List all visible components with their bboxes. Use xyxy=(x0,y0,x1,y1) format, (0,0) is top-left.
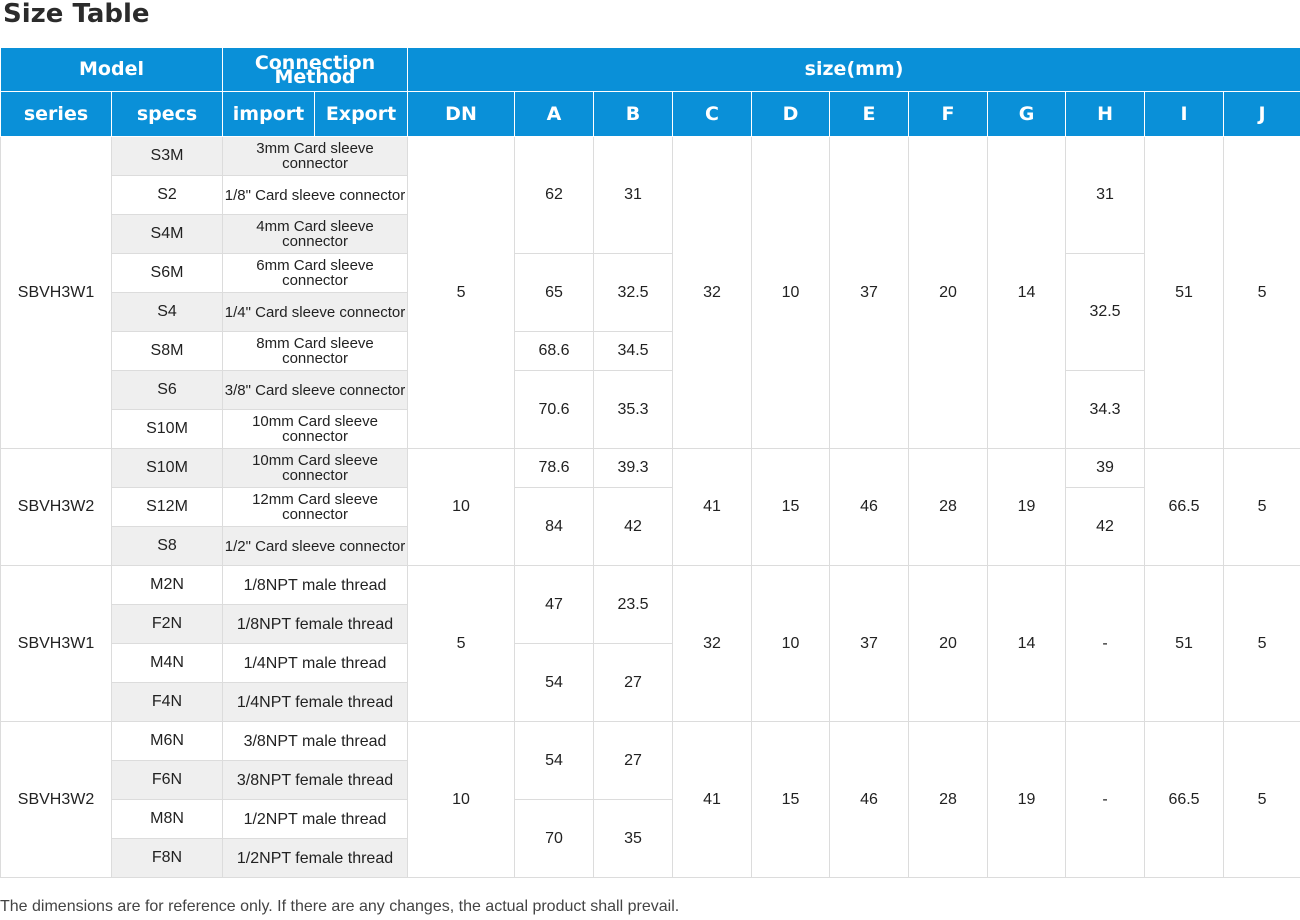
header-series: series xyxy=(1,92,112,137)
a-cell: 70 xyxy=(515,800,594,878)
f-cell: 20 xyxy=(909,566,988,722)
header-import: import xyxy=(223,92,315,137)
connection-cell: 1/4NPT female thread xyxy=(223,683,408,722)
connection-cell: 4mm Card sleeve connector xyxy=(223,215,408,254)
e-cell: 46 xyxy=(830,722,909,878)
a-cell: 68.6 xyxy=(515,332,594,371)
header-h: H xyxy=(1066,92,1145,137)
header-a: A xyxy=(515,92,594,137)
e-cell: 37 xyxy=(830,137,909,449)
g-cell: 19 xyxy=(988,722,1066,878)
connection-cell: 1/8NPT female thread xyxy=(223,605,408,644)
header-export: Export xyxy=(315,92,408,137)
a-cell: 54 xyxy=(515,722,594,800)
connection-cell: 3/8NPT male thread xyxy=(223,722,408,761)
a-cell: 62 xyxy=(515,137,594,254)
f-cell: 28 xyxy=(909,449,988,566)
header-j: J xyxy=(1224,92,1300,137)
header-i: I xyxy=(1145,92,1224,137)
g-cell: 14 xyxy=(988,137,1066,449)
e-cell: 46 xyxy=(830,449,909,566)
spec-cell: S8 xyxy=(112,527,223,566)
connection-cell: 1/4NPT male thread xyxy=(223,644,408,683)
connection-cell: 10mm Card sleeve connector xyxy=(223,410,408,449)
c-cell: 32 xyxy=(673,137,752,449)
b-cell: 39.3 xyxy=(594,449,673,488)
header-model: Model xyxy=(1,48,223,92)
connection-cell: 10mm Card sleeve connector xyxy=(223,449,408,488)
header-connection-method: Connection Method xyxy=(223,48,408,92)
spec-cell: S3M xyxy=(112,137,223,176)
j-cell: 5 xyxy=(1224,449,1300,566)
table-row xyxy=(1,722,1300,761)
b-cell: 27 xyxy=(594,644,673,722)
b-cell: 31 xyxy=(594,137,673,254)
table-row xyxy=(1,488,1300,527)
spec-cell: F8N xyxy=(112,839,223,878)
header-f: F xyxy=(909,92,988,137)
page-title: Size Table xyxy=(3,0,150,29)
connection-cell: 1/4" Card sleeve connector xyxy=(223,293,408,332)
spec-cell: S8M xyxy=(112,332,223,371)
d-cell: 15 xyxy=(752,722,830,878)
table-row xyxy=(1,137,1300,176)
h-cell: 32.5 xyxy=(1066,254,1145,371)
spec-cell: F4N xyxy=(112,683,223,722)
b-cell: 34.5 xyxy=(594,332,673,371)
h-cell: 31 xyxy=(1066,137,1145,254)
size-table xyxy=(0,47,1300,878)
connection-cell: 1/2NPT male thread xyxy=(223,800,408,839)
header-d: D xyxy=(752,92,830,137)
disclaimer-note: The dimensions are for reference only. If there are any changes, the actual product shall prevail. xyxy=(0,898,680,915)
connection-cell: 1/8" Card sleeve connector xyxy=(223,176,408,215)
spec-cell: M6N xyxy=(112,722,223,761)
header-g: G xyxy=(988,92,1066,137)
e-cell: 37 xyxy=(830,566,909,722)
header-size: size(mm) xyxy=(408,48,1300,92)
connection-cell: 1/2NPT female thread xyxy=(223,839,408,878)
spec-cell: S10M xyxy=(112,449,223,488)
table-row xyxy=(1,371,1300,410)
j-cell: 5 xyxy=(1224,137,1300,449)
a-cell: 70.6 xyxy=(515,371,594,449)
h-cell: - xyxy=(1066,566,1145,722)
a-cell: 78.6 xyxy=(515,449,594,488)
spec-cell: S6M xyxy=(112,254,223,293)
f-cell: 20 xyxy=(909,137,988,449)
series-cell: SBVH3W1 xyxy=(1,566,112,722)
b-cell: 32.5 xyxy=(594,254,673,332)
h-cell: 34.3 xyxy=(1066,371,1145,449)
series-cell: SBVH3W2 xyxy=(1,449,112,566)
h-cell: 39 xyxy=(1066,449,1145,488)
d-cell: 15 xyxy=(752,449,830,566)
header-b: B xyxy=(594,92,673,137)
header-c: C xyxy=(673,92,752,137)
spec-cell: S12M xyxy=(112,488,223,527)
b-cell: 35 xyxy=(594,800,673,878)
series-cell: SBVH3W1 xyxy=(1,137,112,449)
dn-cell: 10 xyxy=(408,722,515,878)
i-cell: 51 xyxy=(1145,566,1224,722)
connection-cell: 3/8NPT female thread xyxy=(223,761,408,800)
g-cell: 14 xyxy=(988,566,1066,722)
connection-cell: 1/8NPT male thread xyxy=(223,566,408,605)
spec-cell: S4M xyxy=(112,215,223,254)
spec-cell: S6 xyxy=(112,371,223,410)
connection-cell: 3/8" Card sleeve connector xyxy=(223,371,408,410)
f-cell: 28 xyxy=(909,722,988,878)
b-cell: 23.5 xyxy=(594,566,673,644)
connection-cell: 3mm Card sleeve connector xyxy=(223,137,408,176)
i-cell: 51 xyxy=(1145,137,1224,449)
c-cell: 32 xyxy=(673,566,752,722)
c-cell: 41 xyxy=(673,722,752,878)
dn-cell: 5 xyxy=(408,137,515,449)
h-cell: - xyxy=(1066,722,1145,878)
connection-cell: 8mm Card sleeve connector xyxy=(223,332,408,371)
g-cell: 19 xyxy=(988,449,1066,566)
j-cell: 5 xyxy=(1224,722,1300,878)
spec-cell: S4 xyxy=(112,293,223,332)
j-cell: 5 xyxy=(1224,566,1300,722)
table-row xyxy=(1,449,1300,488)
connection-cell: 1/2" Card sleeve connector xyxy=(223,527,408,566)
spec-cell: M4N xyxy=(112,644,223,683)
dn-cell: 5 xyxy=(408,566,515,722)
spec-cell: S2 xyxy=(112,176,223,215)
table-row xyxy=(1,566,1300,605)
spec-cell: F6N xyxy=(112,761,223,800)
c-cell: 41 xyxy=(673,449,752,566)
spec-cell: F2N xyxy=(112,605,223,644)
a-cell: 84 xyxy=(515,488,594,566)
a-cell: 47 xyxy=(515,566,594,644)
table-row xyxy=(1,254,1300,293)
b-cell: 42 xyxy=(594,488,673,566)
b-cell: 35.3 xyxy=(594,371,673,449)
series-cell: SBVH3W2 xyxy=(1,722,112,878)
connection-cell: 12mm Card sleeve connector xyxy=(223,488,408,527)
dn-cell: 10 xyxy=(408,449,515,566)
spec-cell: M8N xyxy=(112,800,223,839)
d-cell: 10 xyxy=(752,566,830,722)
d-cell: 10 xyxy=(752,137,830,449)
connection-cell: 6mm Card sleeve connector xyxy=(223,254,408,293)
header-dn: DN xyxy=(408,92,515,137)
i-cell: 66.5 xyxy=(1145,722,1224,878)
a-cell: 65 xyxy=(515,254,594,332)
b-cell: 27 xyxy=(594,722,673,800)
a-cell: 54 xyxy=(515,644,594,722)
spec-cell: M2N xyxy=(112,566,223,605)
spec-cell: S10M xyxy=(112,410,223,449)
i-cell: 66.5 xyxy=(1145,449,1224,566)
header-e: E xyxy=(830,92,909,137)
h-cell: 42 xyxy=(1066,488,1145,566)
header-specs: specs xyxy=(112,92,223,137)
